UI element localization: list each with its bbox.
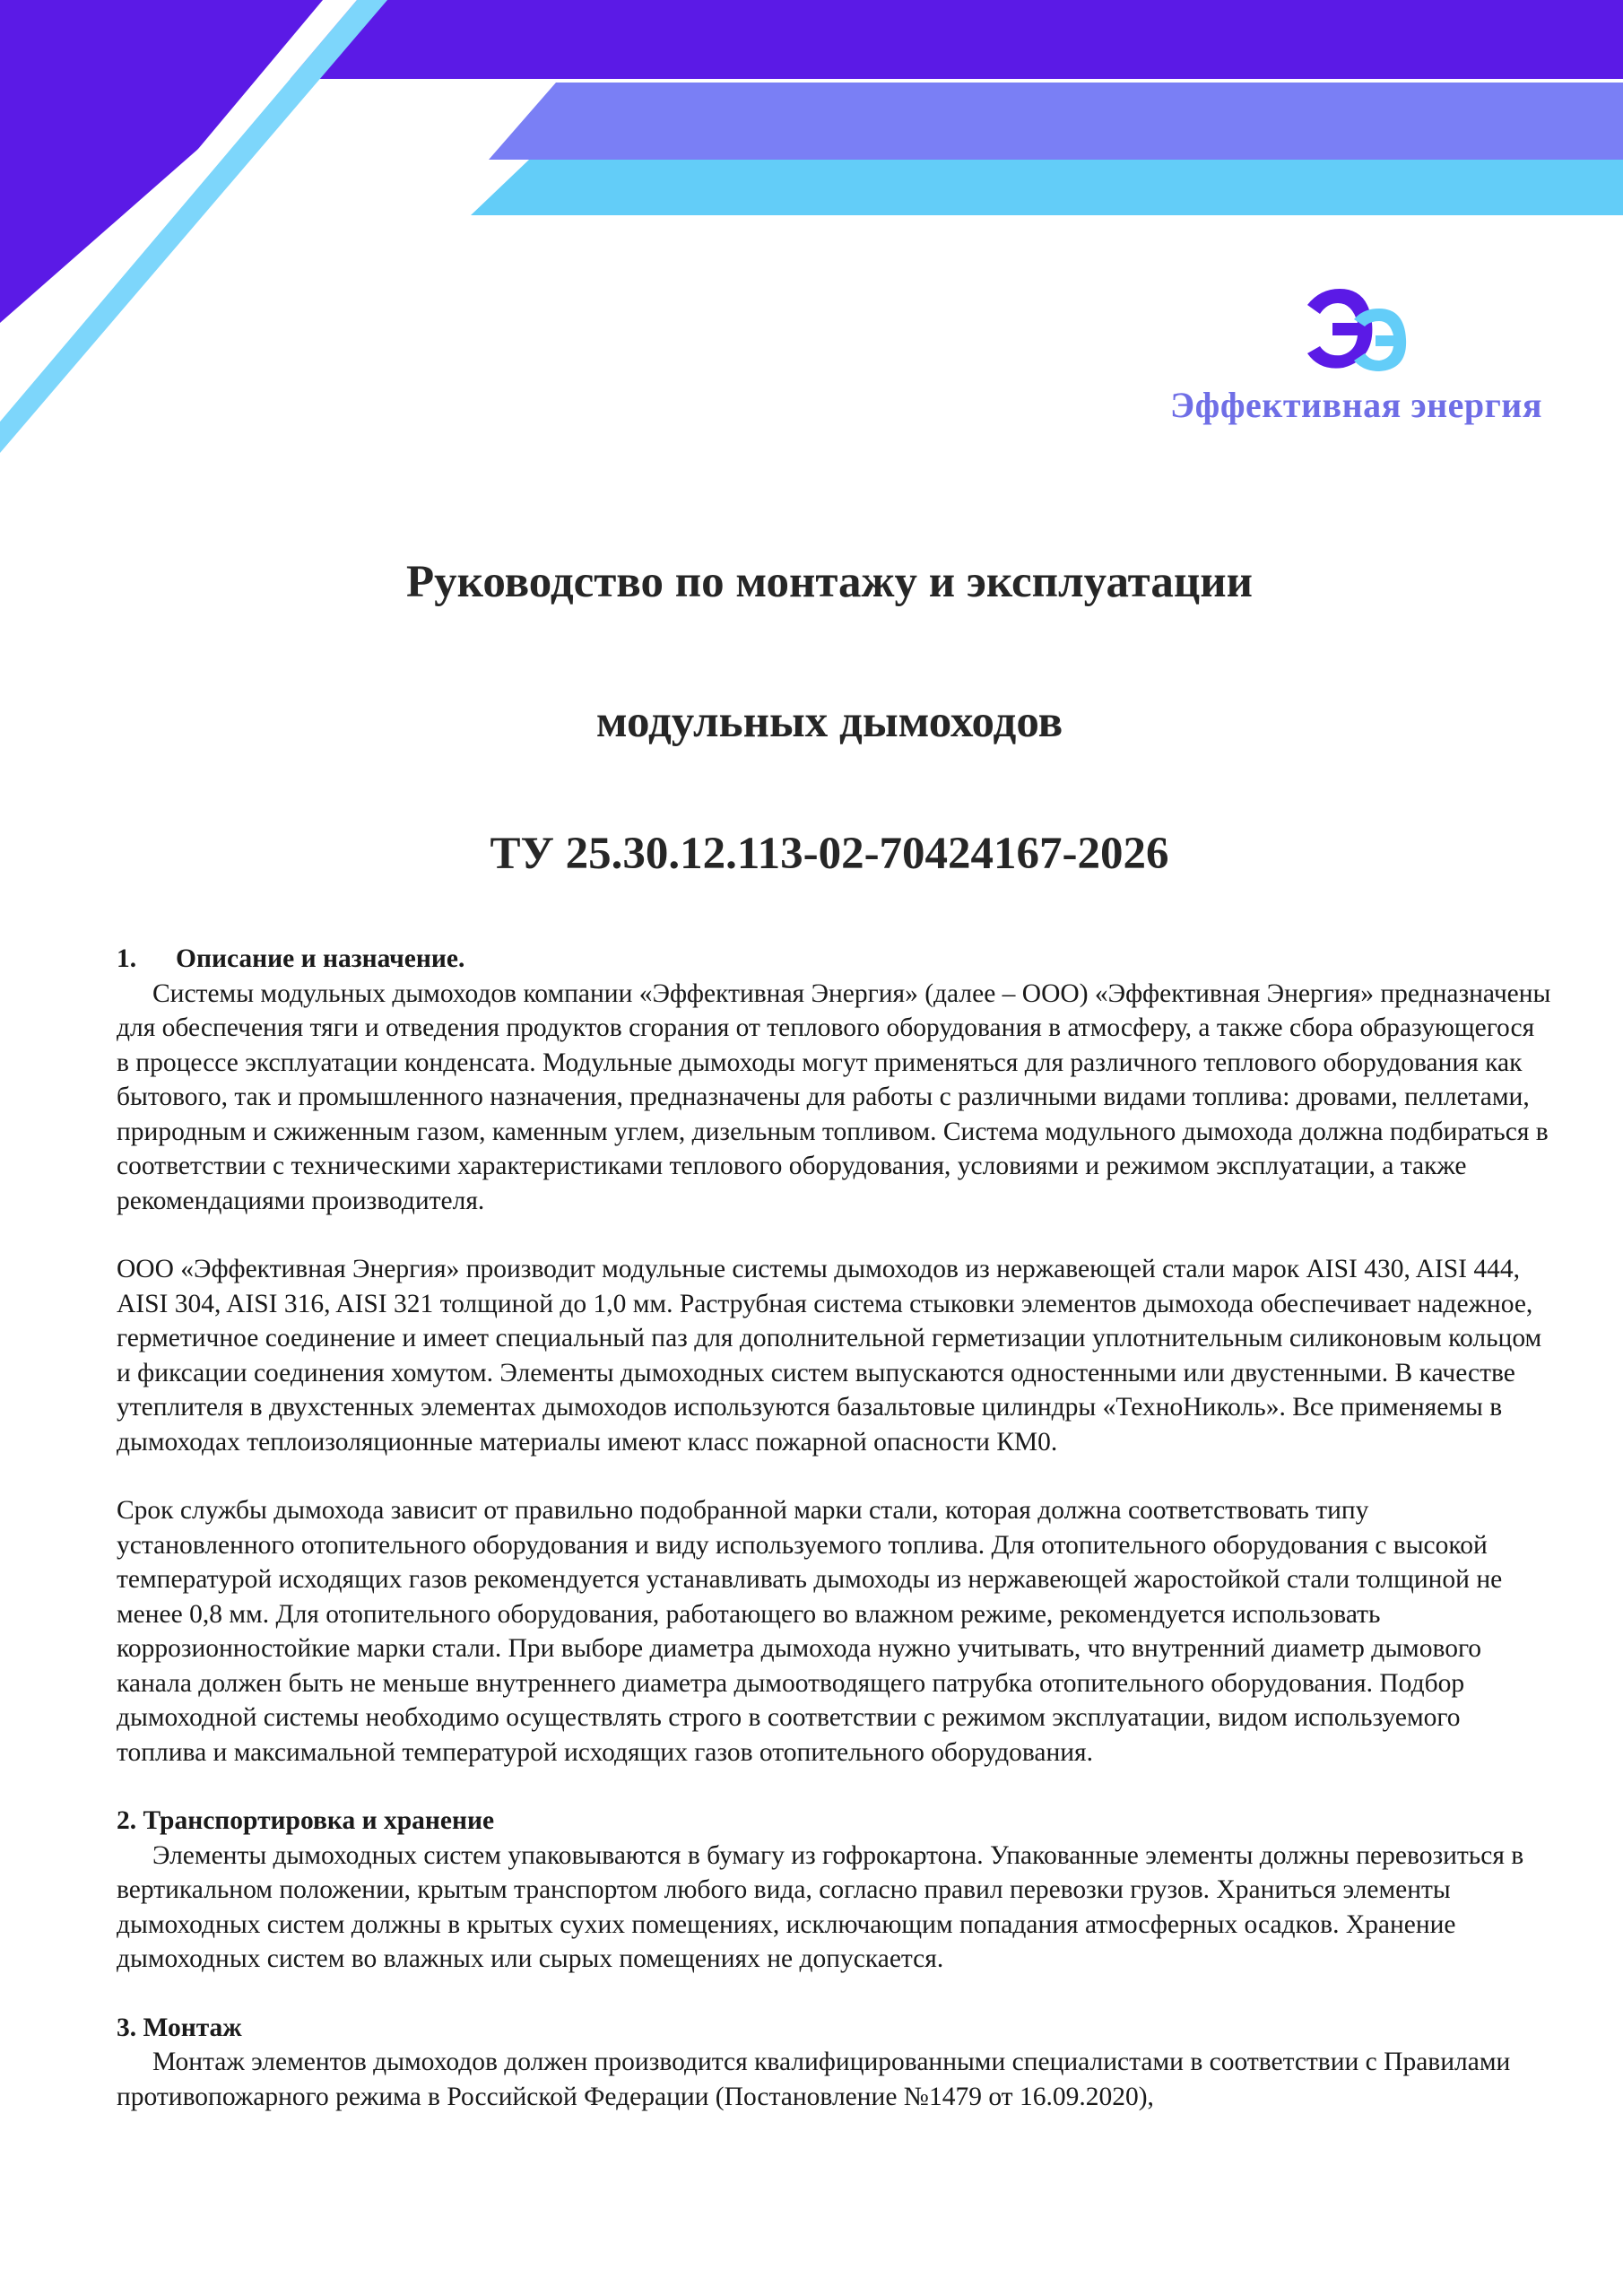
banner-sky-band [471,160,1623,215]
section-3-paragraph-1: Монтаж элементов дымоходов должен производится квалифицированными специалистами в соответствии с Правилами противопожарного режима в Российской Федерации (Постановление №1479 от 16.09.2020), [117,2048,1511,2111]
section-1-paragraph-3: Срок службы дымохода зависит от правильно подобранной марки стали, которая должна соответствовать типу установленного отопительного оборудования и виду используемого топлива. Для отопительного оборудования с высокой температурой исходящих газов рекомендуется устанавливать дымоходы из нержавеющей жаростойкой стали толщиной не менее 0,8 мм. Для отопительного оборудования, работающего во влажном режиме, рекомендуется использовать коррозионностойкие марки стали. При выборе диаметра дымохода нужно учитывать, что внутренний диаметр дымового канала должен быть не меньше внутреннего диаметра дымоотводящего патрубка отопительного оборудования. Подбор дымоходной системы необходимо осуществлять строго в соответствии с режимом эксплуатации, видом используемого топлива и максимальной температурой исходящих газов отопительного оборудования. [117,1496,1503,1767]
banner-periwinkle-band [489,83,1623,160]
section-1-title: Описание и назначение. [176,944,465,973]
section-1-paragraph-2: ООО «Эффективная Энергия» производит модульные системы дымоходов из нержавеющей стали марок AISI 430, AISI 444, AISI 304, AISI 316, AISI 321 толщиной до 1,0 мм. Раструбная система стыковки элементов дымохода обеспечивает надежное, герметичное соединение и имеет специальный паз для дополнительной герметизации уплотнительным силиконовым кольцом и фиксации соединения хомутом. Элементы дымоходных систем выпускаются одностенными или двустенными. В качестве утеплителя в двухстенных элементах дымоходов используются базальтовые цилиндры «ТехноНиколь». Все применяемы в дымоходах теплоизоляционные материалы имеют класс пожарной опасности КМ0. [117,1255,1542,1457]
section-2-heading: 2. Транспортировка и хранение [117,1806,495,1835]
document-title-line2: модульных дымоходов [595,697,1063,747]
ЭЭ-logo-icon [1300,285,1417,375]
document-title-line1: Руководство по монтажу и эксплуатации [406,557,1253,607]
section-3-heading: 3. Монтаж [117,2013,242,2042]
section-1-heading [117,942,1551,977]
section-2-paragraph-1: Элементы дымоходных систем упаковываются в бумагу из гофрокартона. Упакованные элементы должны перевозиться в вертикальном положении, крытым транспортом любого вида, согласно правил перевозки грузов. Храниться элементы дымоходных систем должны в крытых сухих помещениях, исключающим попадания атмосферных осадков. Хранение дымоходных систем во влажных или сырых помещениях не допускается. [117,1840,1524,1973]
document-spec-number: ТУ 25.30.12.113-02-70424167-2026 [490,829,1169,879]
section-1-number: 1. [117,944,137,973]
brand-name: Эффективная энергия [1170,385,1542,425]
document-body [117,942,1551,2114]
section-1-paragraph-1: Системы модульных дымоходов компании «Эффективная Энергия» (далее – ООО) «Эффективная Энергия» предназначены для обеспечения тяги и отведения продуктов сгорания от теплового оборудования в атмосферу, а также сбора образующегося в процессе эксплуатации конденсата. Модульные дымоходы могут применяться для различного теплового оборудования как бытового, так и промышленного назначения, предназначены для работы с различными видами топлива: дровами, пеллетами, природным и сжиженным газом, каменным углем, дизельным топливом. Система модульного дымохода должна подбираться в соответствии с техническими характеристиками теплового оборудования, условиями и режимом эксплуатации, а также рекомендациями производителя. [117,978,1551,1215]
